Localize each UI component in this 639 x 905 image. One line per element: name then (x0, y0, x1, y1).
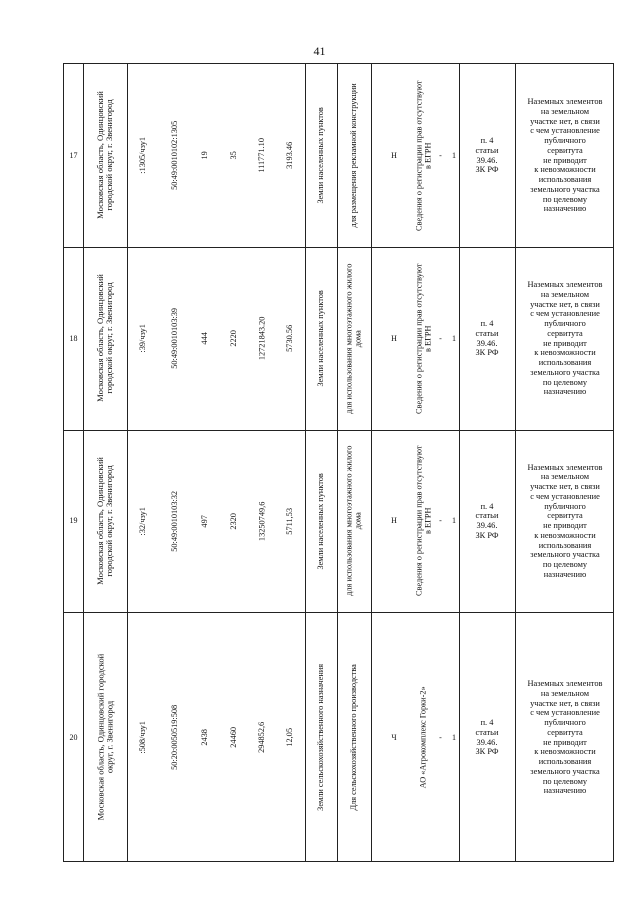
cell-text-v2: 35 (228, 151, 238, 160)
cell-usage (337, 247, 371, 430)
cell-text-one: 1 (452, 516, 456, 526)
cell-text-v3: 294852,6 (257, 721, 267, 754)
cell-text-one: 1 (452, 333, 456, 343)
text-line: округ, г. Звенигород (104, 701, 114, 774)
cell-dash (432, 612, 449, 863)
cell-text-v4: 5711,53 (285, 507, 295, 535)
cell-zu (127, 612, 160, 863)
text-line: городской округ, г. Звенигород (104, 282, 115, 395)
cell-category (305, 64, 337, 247)
cell-text-v2: 2320 (228, 512, 238, 530)
cell-address (83, 612, 127, 863)
text-line: Московская область, Одинцовский (94, 457, 105, 585)
text-line: для использования многоэтажного жилого (344, 445, 354, 597)
cell-n (371, 247, 417, 430)
cell-text-address (96, 275, 114, 403)
table (63, 63, 614, 862)
cell-text-v4: 12,05 (285, 728, 295, 747)
cell-law (459, 247, 515, 430)
cell-v1 (191, 247, 219, 430)
cell-text-one: 1 (452, 732, 456, 742)
cell-text-n: Ч (391, 732, 397, 742)
cell-one (449, 64, 459, 247)
cell-note (515, 247, 615, 430)
cell-cadastral (160, 612, 191, 863)
cell-text-rights (416, 263, 433, 413)
cell-text-note: Наземных элементов на земельном участке нет, в связи с чем установление публичного сервитута не приводит к невозможности использования земельного участка по целевому назначению (527, 462, 603, 579)
cell-text-law: п. 4 статьи 39.46. ЗК РФ (475, 136, 499, 175)
cell-one (449, 612, 459, 863)
cell-text-rights (416, 80, 433, 230)
cell-v2 (219, 64, 249, 247)
cell-text-v1: 2438 (199, 729, 209, 746)
text-line: в ЕГРН (423, 507, 433, 535)
cell-v3 (249, 64, 276, 247)
cell-text-zu: :508/чзу1 (138, 721, 148, 754)
cell-text-v3: 12721843.20 (257, 316, 267, 361)
cell-text-zu: :39/чзу1 (138, 324, 148, 353)
cell-n (371, 64, 417, 247)
cell-category (305, 247, 337, 430)
cell-text-usage (345, 263, 362, 413)
cell-category (305, 430, 337, 612)
cell-text-num: 19 (69, 516, 78, 526)
cell-address (83, 64, 127, 247)
cell-text-v3: 13250749,6 (257, 501, 267, 541)
cell-text-zu: :1305/чзу1 (138, 137, 148, 174)
text-line: в ЕГРН (423, 142, 433, 169)
cell-note (515, 64, 615, 247)
cell-n (371, 430, 417, 612)
cell-num (64, 430, 83, 612)
cell-text-cadastral: 50:20:0050519:508 (170, 704, 180, 770)
text-line: Московская область, Одинцовский (94, 274, 105, 403)
cell-cadastral (160, 430, 191, 612)
cell-text-one: 1 (452, 150, 456, 160)
cell-one (449, 247, 459, 430)
cell-note (515, 612, 615, 863)
cell-dash (432, 247, 449, 430)
page-number: 41 (313, 44, 326, 58)
cell-zu (127, 430, 160, 612)
cell-text-category: Земли сельскохозяйственного назначения (315, 664, 325, 811)
cell-text-num: 20 (69, 732, 78, 742)
cell-v2 (219, 430, 249, 612)
cell-text-dash: - (439, 732, 442, 742)
cell-rights (414, 247, 433, 430)
cell-text-law: п. 4 статьи 39.46. ЗК РФ (475, 319, 499, 358)
cell-usage (337, 64, 371, 247)
cell-text-address (96, 92, 114, 220)
text-line: дома (353, 329, 362, 348)
cell-text-cadastral: 50:49:0010103:32 (170, 490, 180, 552)
cell-usage (337, 430, 371, 612)
cell-text-n: Н (391, 333, 397, 343)
cell-category (305, 612, 337, 863)
text-line: Сведения о регистрации прав отсутствуют (414, 80, 424, 231)
cell-text-dash: - (439, 150, 442, 160)
cell-text-num: 17 (69, 150, 78, 160)
cell-num (64, 612, 83, 863)
cell-cadastral (160, 247, 191, 430)
cell-zu (127, 64, 160, 247)
text-line: городской округ, г. Звенигород (104, 99, 115, 212)
cell-text-note: Наземных элементов на земельном участке нет, в связи с чем установление публичного сервитута не приводит к невозможности использования земельного участка по целевому назначению (527, 679, 603, 796)
cell-v1 (191, 430, 219, 612)
cell-text-usage (350, 83, 359, 227)
cell-law (459, 64, 515, 247)
cell-text-v2: 2220 (228, 330, 238, 347)
cell-text-law: п. 4 статьи 39.46. ЗК РФ (475, 501, 499, 540)
cell-one (449, 430, 459, 612)
text-line: для размещения рекламной конструкции (348, 83, 358, 228)
cell-text-dash: - (439, 333, 442, 343)
cell-dash (432, 64, 449, 247)
cell-num (64, 64, 83, 247)
text-line: городской округ, г. Звенигород (104, 465, 115, 577)
cell-v1 (191, 64, 219, 247)
cell-text-dash: - (439, 516, 442, 526)
cell-v4 (276, 430, 305, 612)
cell-v3 (249, 247, 276, 430)
cell-n (371, 612, 417, 863)
cell-text-rights (416, 446, 433, 596)
cell-address (83, 430, 127, 612)
cell-v3 (249, 430, 276, 612)
cell-text-v1: 444 (199, 332, 209, 345)
cell-text-category: Земли населенных пунктов (315, 107, 325, 204)
cell-usage (337, 612, 371, 863)
text-line: Сведения о регистрации прав отсутствуют (414, 445, 424, 597)
cell-num (64, 247, 83, 430)
cell-text-address (96, 457, 114, 585)
cell-text-v4: 5730.56 (285, 325, 295, 352)
cell-text-v2: 24460 (228, 727, 238, 748)
cell-v4 (276, 64, 305, 247)
cell-text-zu: :32/чзу1 (138, 506, 148, 536)
cell-text-cadastral: 50:49:0010103:39 (170, 308, 180, 369)
cell-text-address (96, 654, 114, 821)
cell-text-v1: 19 (199, 151, 209, 160)
text-line: Московская область, Одинцовский (94, 91, 105, 220)
cell-v2 (219, 247, 249, 430)
cell-v2 (219, 612, 249, 863)
text-line: в ЕГРН (423, 325, 433, 352)
cell-text-category: Земли населенных пунктов (315, 472, 325, 570)
cell-v3 (249, 612, 276, 863)
cell-text-note: Наземных элементов на земельном участке нет, в связи с чем установление публичного сервитута не приводит к невозможности использования земельного участка по целевому назначению (527, 280, 603, 397)
cell-text-rights (420, 686, 429, 788)
cell-note (515, 430, 615, 612)
cell-rights (414, 430, 433, 612)
cell-rights (414, 64, 433, 247)
cell-address (83, 247, 127, 430)
cell-cadastral (160, 64, 191, 247)
cell-v4 (276, 612, 305, 863)
cell-text-usage (345, 446, 362, 596)
text-line: для использования многоэтажного жилого (344, 263, 354, 414)
cell-text-v1: 497 (199, 514, 209, 528)
cell-text-category: Земли населенных пунктов (315, 290, 325, 387)
text-line: дома (353, 512, 362, 530)
cell-text-num: 18 (69, 333, 78, 343)
cell-text-usage (350, 664, 359, 810)
cell-text-n: Н (391, 150, 397, 160)
cell-text-cadastral: 50:49:0010102:1305 (170, 120, 180, 191)
cell-text-v3: 111771.10 (257, 138, 267, 173)
cell-v4 (276, 247, 305, 430)
cell-zu (127, 247, 160, 430)
text-line: Сведения о регистрации прав отсутствуют (414, 263, 424, 414)
cell-law (459, 612, 515, 863)
text-line: Московская область, Одинцовский городской (94, 654, 105, 821)
cell-text-v4: 3193.46 (285, 142, 295, 169)
cell-text-n: Н (391, 516, 397, 526)
cell-text-law: п. 4 статьи 39.46. ЗК РФ (475, 718, 499, 757)
cell-v1 (191, 612, 219, 863)
text-line: Для сельскохозяйственного производства (348, 664, 358, 811)
cell-dash (432, 430, 449, 612)
cell-law (459, 430, 515, 612)
text-line: АО «Агрокомплекс Горки-2» (419, 686, 429, 789)
cell-rights (417, 612, 432, 863)
cell-text-note: Наземных элементов на земельном участке нет, в связи с чем установление публичного сервитута не приводит к невозможности использования земельного участка по целевому назначению (527, 97, 603, 214)
